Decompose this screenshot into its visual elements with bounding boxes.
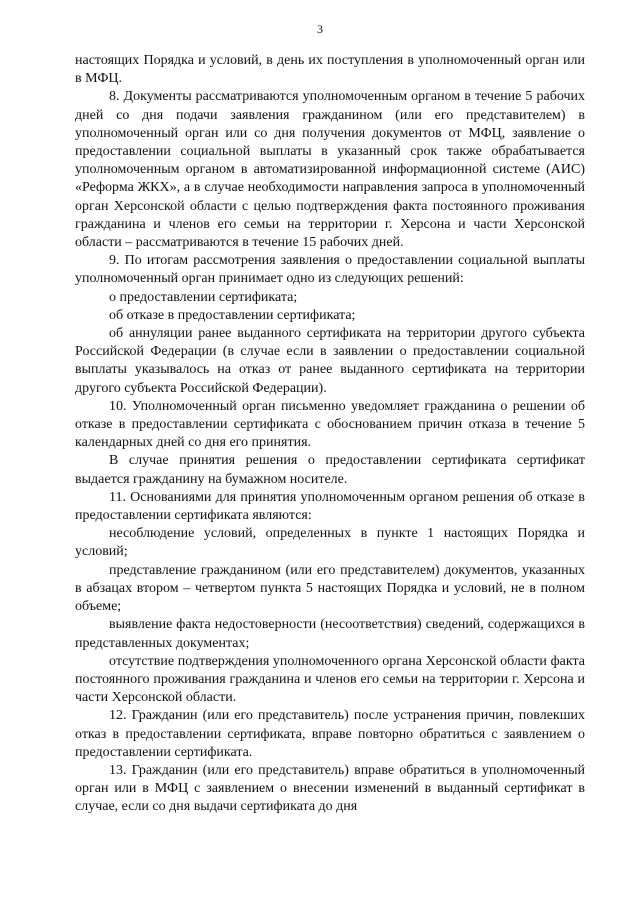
paragraph-item-13: 13. Гражданин (или его представитель) вправе обратиться в уполномоченный орган или в МФЦ с заявлением о внесении изменений в выданный сертификат в случае, если со дня выдачи сертификата до дня bbox=[75, 762, 585, 815]
document-body bbox=[75, 52, 585, 817]
paragraph-item-12: 12. Гражданин (или его представитель) после устранения причин, повлекших отказ в предоставлении сертификата, вправе повторно обратиться с заявлением о предоставлении сертификата. bbox=[75, 708, 585, 760]
paragraph-option-annul: об аннуляции ранее выданного сертификата на территории другого субъекта Российской Федерации (в случае если в заявлении о предоставлении социальной выплаты указывалось на отказ от ранее выданного сертификата на территории другого субъекта Российской Федерации). bbox=[75, 326, 585, 396]
paragraph-ground-2: представление гражданином (или его представителем) документов, указанных в абзацах втором – четвертом пункта 5 настоящих Порядка и условий, не в полном объеме; bbox=[75, 562, 585, 615]
paragraph-ground-1: несоблюдение условий, определенных в пункте 1 настоящих Порядка и условий; bbox=[75, 526, 585, 560]
page-number: 3 bbox=[317, 22, 323, 36]
paragraph-item-8: 8. Документы рассматриваются уполномоченным органом в течение 5 рабочих дней со дня подачи заявления гражданином (или его представителем) в уполномоченный орган или со дня получения документов от МФЦ, заявление о предоставлении социальной выплаты в указанный срок также обрабатывается уполномоченным органом в автоматизированной информационной системе (АИС) «Реформа ЖКХ», а в случае необходимости направления запроса в уполномоченный орган Херсонской области с целью подтверждения факта постоянного проживания гражданина и членов его семьи на территории г. Херсона и части Херсонской области – рассматриваются в течение 15 рабочих дней. bbox=[75, 89, 585, 251]
paragraph-ground-3: выявление факта недостоверности (несоответствия) сведений, содержащихся в представленных документах; bbox=[75, 617, 585, 651]
paragraph-item-11: 11. Основаниями для принятия уполномоченным органом решения об отказе в предоставлении сертификата являются: bbox=[75, 489, 585, 524]
paragraph-ground-4: отсутствие подтверждения уполномоченного органа Херсонской области факта постоянного проживания гражданина и членов его семьи на территории г. Херсона и части Херсонской области. bbox=[75, 653, 585, 706]
paragraph-option-refuse: об отказе в предоставлении сертификата; bbox=[109, 307, 356, 323]
paragraph-certificate-issue: В случае принятия решения о предоставлении сертификата сертификат выдается гражданину на бумажном носителе. bbox=[75, 453, 585, 487]
paragraph-item-10: 10. Уполномоченный орган письменно уведомляет гражданина о решении об отказе в предоставлении сертификата с обоснованием причин отказа в течение 5 календарных дней со дня его принятия. bbox=[75, 398, 585, 451]
paragraph-continuation: настоящих Порядка и условий, в день их поступления в уполномоченный орган или в МФЦ. bbox=[75, 53, 585, 87]
paragraph-option-grant: о предоставлении сертификата; bbox=[109, 289, 298, 305]
paragraph-item-9: 9. По итогам рассмотрения заявления о предоставлении социальной выплаты уполномоченный орган принимает одно из следующих решений: bbox=[75, 253, 585, 287]
